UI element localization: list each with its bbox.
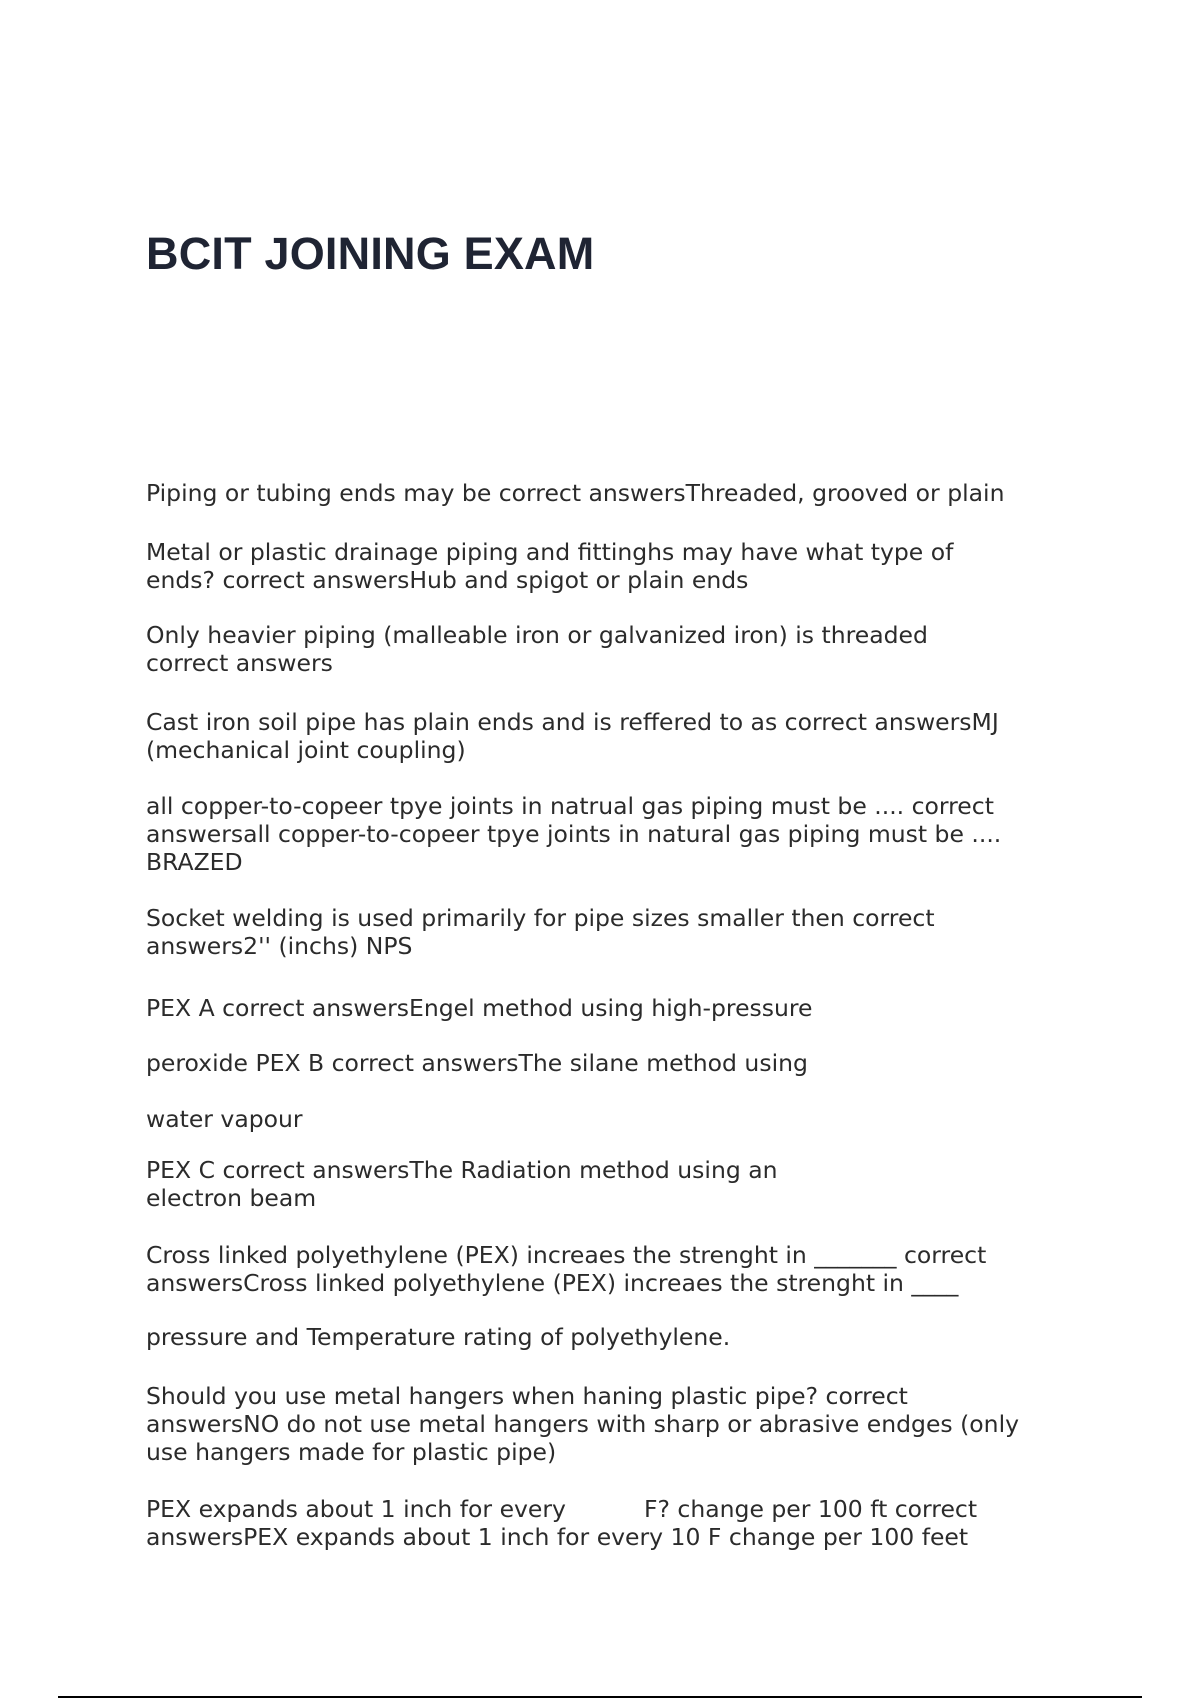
paragraph-metal-hangers bbox=[146, 1382, 1051, 1466]
paragraph-text: PEX A correct answersEngel method using high-pressure bbox=[146, 994, 813, 1022]
paragraph-line: answersNO do not use metal hangers with sharp or abrasive endges (only bbox=[146, 1410, 1019, 1438]
paragraph-copper-joints bbox=[146, 792, 1051, 876]
paragraph-line: Metal or plastic drainage piping and fittinghs may have what type of bbox=[146, 538, 954, 566]
paragraph-line: BRAZED bbox=[146, 848, 243, 876]
paragraph-drainage-ends bbox=[146, 538, 1051, 594]
paragraph-line: use hangers made for plastic pipe) bbox=[146, 1438, 557, 1466]
paragraph-pex-strength bbox=[146, 1241, 1051, 1297]
paragraph-line: Cross linked polyethylene (PEX) increaes the strenght in _______ correct bbox=[146, 1241, 987, 1269]
paragraph-line: all copper-to-copeer tpye joints in natrual gas piping must be .... correct bbox=[146, 792, 994, 820]
paragraph-text: pressure and Temperature rating of polyethylene. bbox=[146, 1323, 731, 1351]
paragraph-pex-expansion bbox=[146, 1495, 1051, 1551]
paragraph-pressure-rating bbox=[146, 1323, 1051, 1351]
paragraph-pex-a bbox=[146, 994, 1051, 1022]
paragraph-line: Only heavier piping (malleable iron or galvanized iron) is threaded bbox=[146, 621, 928, 649]
paragraph-line: (mechanical joint coupling) bbox=[146, 736, 466, 764]
paragraph-water-vapour bbox=[146, 1105, 1051, 1133]
paragraph-line: answersall copper-to-copeer tpye joints in natural gas piping must be .... bbox=[146, 820, 1002, 848]
paragraph-line: F? change per 100 ft correct bbox=[643, 1495, 978, 1523]
paragraph-threaded-piping bbox=[146, 621, 1051, 677]
paragraph-tubing-ends bbox=[146, 479, 1051, 507]
paragraph-pex-b bbox=[146, 1049, 1051, 1077]
footer-divider bbox=[58, 1696, 1142, 1698]
page-title: BCIT JOINING EXAM bbox=[146, 228, 595, 279]
paragraph-text: Piping or tubing ends may be correct answersThreaded, grooved or plain bbox=[146, 479, 1005, 507]
paragraph-line: answersPEX expands about 1 inch for every 10 F change per 100 feet bbox=[146, 1523, 969, 1551]
paragraph-cast-iron bbox=[146, 708, 1051, 764]
paragraph-text: water vapour bbox=[146, 1105, 303, 1133]
paragraph-line: answers2'' (inchs) NPS bbox=[146, 932, 413, 960]
paragraph-line: PEX C correct answersThe Radiation method using an bbox=[146, 1156, 778, 1184]
paragraph-line: Socket welding is used primarily for pipe sizes smaller then correct bbox=[146, 904, 935, 932]
paragraph-line: electron beam bbox=[146, 1184, 317, 1212]
paragraph-line: ends? correct answersHub and spigot or plain ends bbox=[146, 566, 749, 594]
paragraph-line: Should you use metal hangers when haning plastic pipe? correct bbox=[146, 1382, 908, 1410]
paragraph-text: peroxide PEX B correct answersThe silane method using bbox=[146, 1049, 808, 1077]
paragraph-socket-welding bbox=[146, 904, 1051, 960]
paragraph-pex-c bbox=[146, 1156, 1051, 1212]
paragraph-line: PEX expands about 1 inch for every bbox=[146, 1495, 566, 1523]
paragraph-line: correct answers bbox=[146, 649, 333, 677]
paragraph-line: answersCross linked polyethylene (PEX) increaes the strenght in ____ bbox=[146, 1269, 959, 1297]
paragraph-line: Cast iron soil pipe has plain ends and is reffered to as correct answersMJ bbox=[146, 708, 999, 736]
